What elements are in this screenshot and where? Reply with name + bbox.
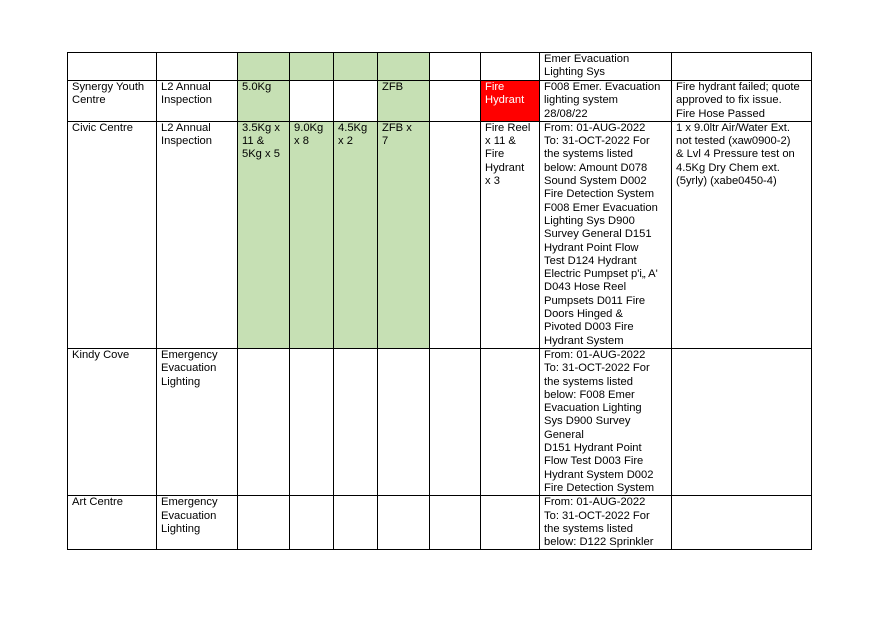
extinguisher-cell: 5.0Kg — [238, 81, 290, 122]
hydrant-cell — [481, 348, 540, 495]
extinguisher-cell: ZFB — [378, 81, 430, 122]
comments-cell — [672, 496, 812, 550]
comments-cell: 1 x 9.0ltr Air/Water Ext. not tested (xaw0900-2) & Lvl 4 Pressure test on 4.5Kg Dry Chem ext. (5yrly) (xabe0450-4) — [672, 121, 812, 348]
extinguisher-cell — [334, 53, 378, 81]
extinguisher-cell: ZFB x 7 — [378, 121, 430, 348]
systems-cell: Emer Evacuation Lighting Sys — [540, 53, 672, 81]
equipment-cell — [430, 496, 481, 550]
systems-cell: F008 Emer. Evacuation lighting system 28/08/22 — [540, 81, 672, 122]
extinguisher-cell — [290, 53, 334, 81]
extinguisher-cell — [378, 53, 430, 81]
comments-cell — [672, 348, 812, 495]
equipment-cell — [430, 348, 481, 495]
table-row — [68, 81, 812, 122]
systems-cell: From: 01-AUG-2022 To: 31-OCT-2022 For the systems listed below: Amount D078 Sound System D002 Fire Detection System F008 Emer Evacuation Lighting Sys D900 Survey General D151 Hydrant Point Flow Test D124 Hydrant Electric Pumpset p'i„ A' D043 Hose Reel Pumpsets D011 Fire Doors Hinged & Pivoted D003 Fire Hydrant System — [540, 121, 672, 348]
equipment-cell — [430, 121, 481, 348]
extinguisher-cell — [334, 496, 378, 550]
hydrant-cell: Fire Reel x 11 & Fire Hydrant x 3 — [481, 121, 540, 348]
venue-cell: Civic Centre — [68, 121, 157, 348]
service-cell — [157, 53, 238, 81]
extinguisher-cell — [238, 53, 290, 81]
extinguisher-cell — [238, 348, 290, 495]
equipment-cell — [430, 81, 481, 122]
service-cell: L2 Annual Inspection — [157, 81, 238, 122]
hydrant-cell — [481, 496, 540, 550]
comments-cell: Fire hydrant failed; quote approved to fix issue. Fire Hose Passed — [672, 81, 812, 122]
hydrant-failed-cell: Fire Hydrant — [481, 81, 540, 122]
extinguisher-cell: 9.0Kg x 8 — [290, 121, 334, 348]
comments-cell — [672, 53, 812, 81]
extinguisher-cell — [238, 496, 290, 550]
extinguisher-cell: 4.5Kg x 2 — [334, 121, 378, 348]
extinguisher-cell: 3.5Kg x 11 & 5Kg x 5 — [238, 121, 290, 348]
extinguisher-cell — [378, 348, 430, 495]
venue-cell: Kindy Cove — [68, 348, 157, 495]
extinguisher-cell — [334, 348, 378, 495]
table-row — [68, 496, 812, 550]
venue-cell — [68, 53, 157, 81]
table-row — [68, 121, 812, 348]
equipment-cell — [430, 53, 481, 81]
hydrant-cell — [481, 53, 540, 81]
extinguisher-cell — [290, 348, 334, 495]
extinguisher-cell — [290, 81, 334, 122]
service-cell: Emergency Evacuation Lighting — [157, 348, 238, 495]
service-cell: Emergency Evacuation Lighting — [157, 496, 238, 550]
table-row — [68, 348, 812, 495]
extinguisher-cell — [334, 81, 378, 122]
service-cell: L2 Annual Inspection — [157, 121, 238, 348]
venue-cell: Art Centre — [68, 496, 157, 550]
systems-cell: From: 01-AUG-2022 To: 31-OCT-2022 For the systems listed below: F008 Emer Evacuation Lighting Sys D900 Survey General D151 Hydrant Point Flow Test D003 Fire Hydrant System D002 Fire Detection System — [540, 348, 672, 495]
extinguisher-cell — [378, 496, 430, 550]
table-row — [68, 53, 812, 81]
venue-cell: Synergy Youth Centre — [68, 81, 157, 122]
inspection-table — [67, 52, 812, 550]
systems-cell: From: 01-AUG-2022 To: 31-OCT-2022 For the systems listed below: D122 Sprinkler — [540, 496, 672, 550]
extinguisher-cell — [290, 496, 334, 550]
